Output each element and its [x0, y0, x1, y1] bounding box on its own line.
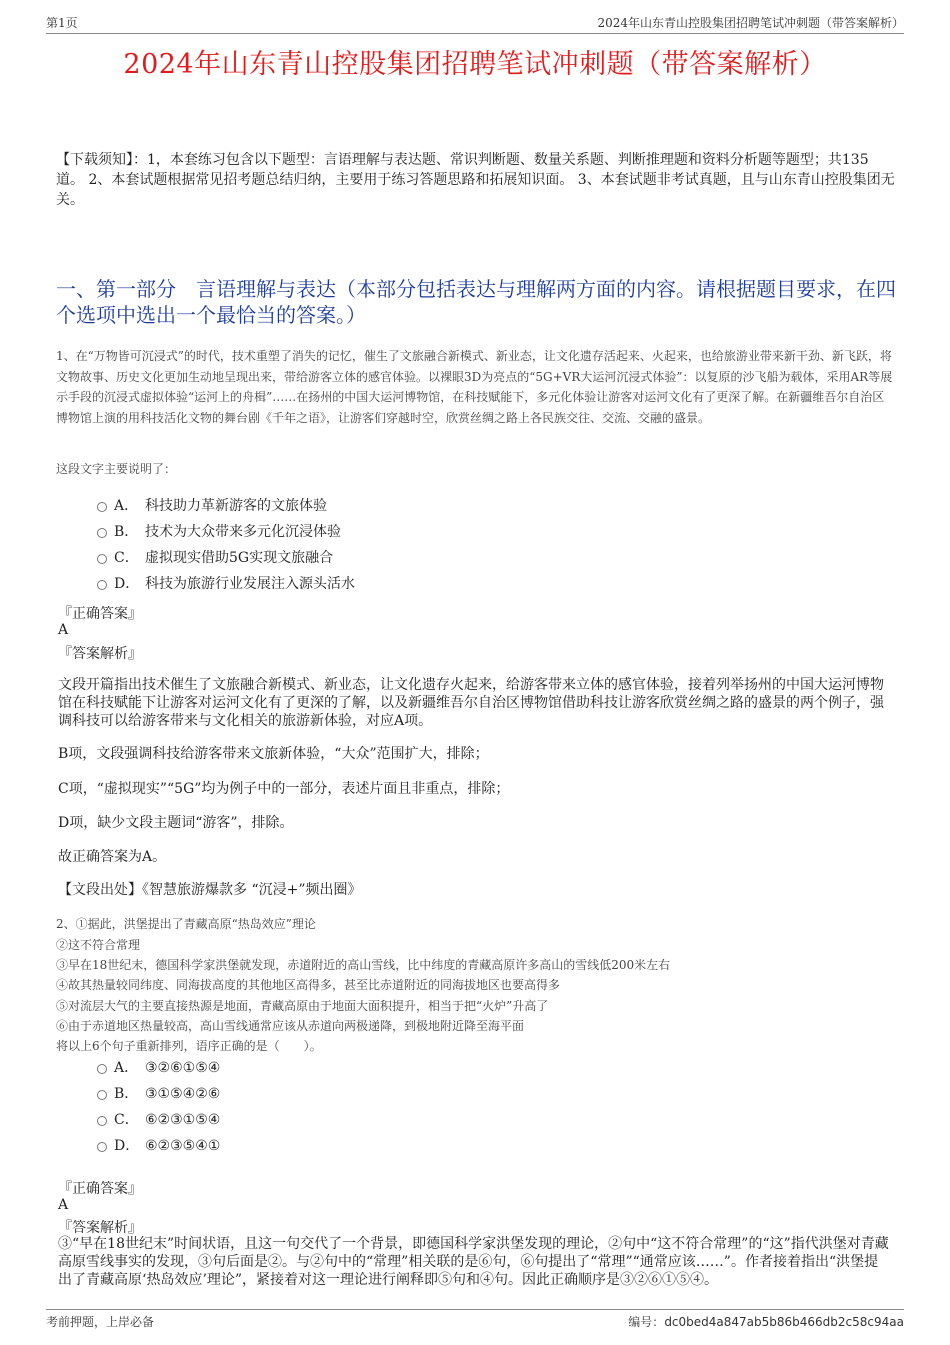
header-divider [46, 33, 904, 34]
option-letter: D． [114, 576, 140, 592]
footer-slogan: 考前押题，上岸必备 [46, 1315, 155, 1329]
q1-analysis-b: B项，文段强调科技给游客带来文旅新体验，“大众”范围扩大，排除； [58, 746, 489, 762]
q1-analysis-d: D项，缺少文段主题词“游客”，排除。 [58, 815, 294, 831]
running-title: 2024年山东青山控股集团招聘笔试冲刺题（带答案解析） [597, 16, 904, 30]
q2-analysis: ③“早在18世纪末”时间状语，且这一句交代了一个背景，即德国科学家洪堡发现的理论，②句中“这不符合常理”的“这”指代洪堡对青藏高原雪线事实的发现，③句后面是②。与②句中的“常理”相关联的是⑥句，⑥句提出了“常理”“通常应该……”。作者接着指出“洪堡提出了青藏高原‘热岛效应’理论”，紧接着对这一理论进行阐释即⑤句和④句。因此正确顺序是③②⑥①⑤④。 [58, 1236, 889, 1288]
download-notice: 【下载须知】：1，本套练习包含以下题型：言语理解与表达题、常识判断题、数量关系题、判断推理题和资料分析题等题型；共135道。 2、本套试题根据常见招考题总结归纳，主要用于练习答题思路和拓展知识面。 3、本套试题非考试真题，且与山东青山控股集团无关。 [56, 152, 895, 208]
q1-answer-label: 『正确答案』 [58, 606, 142, 622]
q1-analysis-c: C项，“虚拟现实”“5G”均为例子中的一部分，表述片面且非重点，排除； [58, 781, 510, 797]
q1-analysis-label: 『答案解析』 [58, 646, 142, 662]
radio-icon[interactable] [97, 502, 107, 512]
document-code [628, 1313, 904, 1330]
code-value: dc0bed4a847ab5b86b466db2c58c94aa [664, 1315, 904, 1329]
q2-answer-label: 『正确答案』 [58, 1181, 142, 1197]
document-title: 2024年山东青山控股集团招聘笔试冲刺题（带答案解析） [123, 49, 827, 80]
radio-icon[interactable] [97, 1142, 107, 1152]
radio-icon[interactable] [97, 528, 107, 538]
question-1-text: 1、在“万物皆可沉浸式”的时代，技术重塑了消失的记忆，催生了文旅融合新模式、新业态，让文化遗存活起来、火起来，也给旅游业带来新干劲、新飞跃，将文物故事、历史文化更加生动地呈现出来，带给游客立体的感官体验。以裸眼3D为亮点的“5G+VR大运河沉浸式体验”：以复原的沙飞船为载体，采用AR等展示手段的沉浸式虚拟体验“运河上的舟楫”……在扬州的中国大运河博物馆，在科技赋能下，多元化体验让游客对运河文化有了更深了解。在新疆维吾尔自治区博物馆上演的用科技活化文物的舞台剧《千年之语》，让游客们穿越时空，欣赏丝绸之路上各民族交往、交流、交融的盛景。 [56, 349, 893, 425]
q1-source: 【文段出处】《智慧旅游爆款多 “沉浸+”频出圈》 [58, 882, 362, 898]
section-title: 一、第一部分 言语理解与表达（本部分包括表达与理解两方面的内容。请根据题目要求，在四个选项中选出一个最恰当的答案。） [56, 277, 896, 327]
radio-icon[interactable] [97, 1116, 107, 1126]
q2-analysis-label: 『答案解析』 [58, 1220, 142, 1236]
question-1-prompt: 这段文字主要说明了： [56, 462, 177, 476]
question-2-line-4: ④故其热量较同纬度、同海拔高度的其他地区高得多，甚至比赤道附近的同海拔地区也要高得多 [56, 978, 561, 992]
question-2-line-1: 2、①据此，洪堡提出了青藏高原“热岛效应”理论 [56, 917, 316, 931]
option-letter: A． [114, 498, 139, 514]
q1-analysis-main: 文段开篇指出技术催生了文旅融合新模式、新业态，让文化遗存火起来，给游客带来立体的感官体验，接着列举扬州的中国大运河博物馆在科技赋能下让游客对运河文化有了更深的了解，以及新疆维吾尔自治区博物馆借助科技让游客欣赏丝绸之路的盛景的两个例子，强调科技可以给游客带来与文化相关的旅游新体验，对应A项。 [58, 677, 884, 729]
option-text: ⑥②③①⑤④ [145, 1112, 221, 1128]
option-text: ⑥②③⑤④① [145, 1138, 221, 1154]
radio-icon[interactable] [97, 1090, 107, 1100]
page-header [46, 14, 904, 34]
radio-icon[interactable] [97, 1064, 107, 1074]
question-2-line-5: ⑤对流层大气的主要直接热源是地面，青藏高原由于地面大面积提升，相当于把“火炉”升高了 [56, 999, 549, 1013]
option-letter: B． [114, 524, 139, 540]
question-2-line-3: ③早在18世纪末，德国科学家洪堡就发现，赤道附近的高山雪线，比中纬度的青藏高原许多高山的雪线低200米左右 [56, 958, 671, 972]
option-text: 科技为旅游行业发展注入源头活水 [145, 576, 355, 592]
q2-answer: A [58, 1197, 69, 1213]
question-2-line-2: ②这不符合常理 [56, 938, 141, 952]
option-text: ③②⑥①⑤④ [145, 1060, 221, 1076]
radio-icon[interactable] [97, 580, 107, 590]
option-letter: C． [114, 550, 139, 566]
q1-answer: A [58, 622, 69, 638]
option-text: 技术为大众带来多元化沉浸体验 [145, 524, 341, 540]
page-number: 第1页 [46, 16, 78, 30]
question-2-line-6: ⑥由于赤道地区热量较高，高山雪线通常应该从赤道向两极递降，到极地附近降至海平面 [56, 1019, 525, 1033]
option-text: 科技助力革新游客的文旅体验 [145, 498, 327, 514]
option-text: ③①⑤④②⑥ [145, 1086, 221, 1102]
code-label: 编号： [628, 1315, 665, 1329]
footer-divider [46, 1309, 904, 1310]
option-letter: B． [114, 1086, 139, 1102]
q1-analysis-conclusion: 故正确答案为A。 [58, 849, 167, 865]
radio-icon[interactable] [97, 554, 107, 564]
option-letter: A． [114, 1060, 139, 1076]
option-letter: D． [114, 1138, 140, 1154]
question-2-prompt: 将以上6个句子重新排列，语序正确的是（ ）。 [56, 1039, 322, 1053]
option-letter: C． [114, 1112, 139, 1128]
option-text: 虚拟现实借助5G实现文旅融合 [145, 550, 334, 566]
